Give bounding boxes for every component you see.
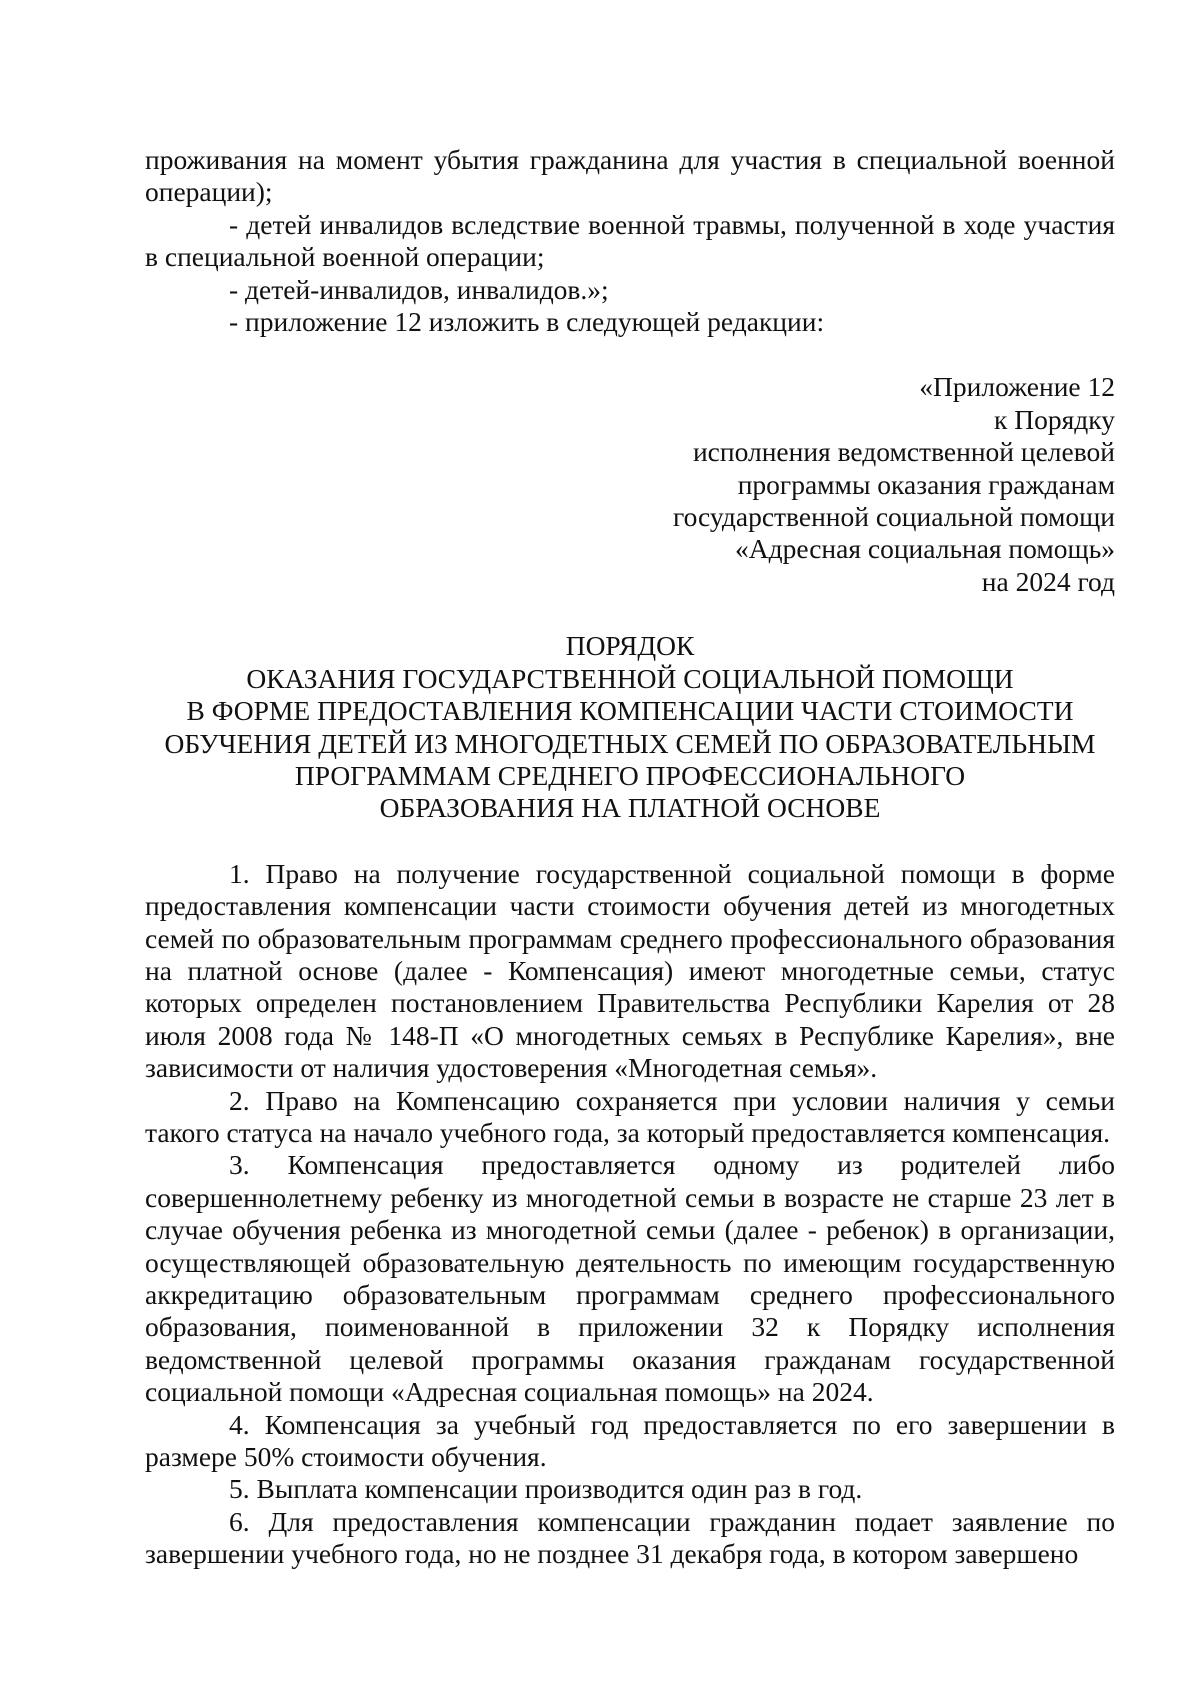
appendix-line: программы оказания гражданам bbox=[737, 468, 1115, 500]
clause-5: 5. Выплата компенсации производится один раз в год. bbox=[229, 1473, 863, 1505]
clause-6: 6. Для предоставления компенсации гражданин подает заявление по завершении учебного года, но не позднее 31 декабря года, в котором завершено bbox=[145, 1505, 1115, 1570]
intro-list-item-military-injury: - детей инвалидов вследствие военной травмы, полученной в ходе участия в специальной военной операции; bbox=[145, 208, 1115, 273]
title-line: ПОРЯДОК bbox=[565, 630, 695, 662]
clause-3: 3. Компенсация предоставляется одному из родителей либо совершеннолетнему ребенку из многодетной семьи в возрасте не старше 23 лет в случае обучения ребенка из многодетной семьи (далее - ребенок) в организации, осуществляющей образовательную деятельность по имеющим государственную аккредитацию образовательным программам среднего профессионального образования, поименованной в приложении 32 к Порядку исполнения ведомственной целевой программы оказания гражданам государственной социальной помощи «Адресная социальная помощь» на 2024. bbox=[145, 1149, 1115, 1408]
clause-1: 1. Право на получение государственной социальной помощи в форме предоставления компенсации части стоимости обучения детей из многодетных семей по образовательным программам среднего профессионального образования на платной основе (далее - Компенсация) имеют многодетные семьи, статус которых определен постановлением Правительства Республики Карелия от 28 июля 2008 года № 148-П «О многодетных семьях в Республике Карелия», вне зависимости от наличия удостоверения «Многодетная семья». bbox=[145, 857, 1115, 1084]
clause-4: 4. Компенсация за учебный год предоставляется по его завершении в размере 50% стоимости обучения. bbox=[145, 1408, 1115, 1473]
title-line: ОБУЧЕНИЯ ДЕТЕЙ ИЗ МНОГОДЕТНЫХ СЕМЕЙ ПО ОБРАЗОВАТЕЛЬНЫМ bbox=[164, 727, 1096, 759]
title-line: ПРОГРАММАМ СРЕДНЕГО ПРОФЕССИОНАЛЬНОГО bbox=[294, 759, 966, 791]
intro-paragraph-continuation: проживания на момент убытия гражданина для участия в специальной военной операции); bbox=[145, 144, 1115, 208]
title-line: ОБРАЗОВАНИЯ НА ПЛАТНОЙ ОСНОВЕ bbox=[379, 792, 881, 824]
title-line: ОКАЗАНИЯ ГОСУДАРСТВЕННОЙ СОЦИАЛЬНОЙ ПОМОЩИ bbox=[246, 662, 1014, 694]
appendix-line: государственной социальной помощи bbox=[672, 501, 1115, 533]
appendix-line: «Приложение 12 bbox=[919, 371, 1115, 403]
appendix-line: к Порядку bbox=[994, 403, 1115, 435]
appendix-header bbox=[145, 371, 1115, 598]
appendix-line: исполнения ведомственной целевой bbox=[692, 436, 1115, 468]
clause-2: 2. Право на Компенсацию сохраняется при условии наличия у семьи такого статуса на начало учебного года, за который предоставляется компенсация. bbox=[145, 1084, 1115, 1148]
intro-list-item-disabled: - детей-инвалидов, инвалидов.»; bbox=[229, 273, 609, 305]
appendix-line: на 2024 год bbox=[981, 565, 1115, 597]
document-page bbox=[145, 144, 1115, 1571]
title-line: В ФОРМЕ ПРЕДОСТАВЛЕНИЯ КОМПЕНСАЦИИ ЧАСТИ СТОИМОСТИ bbox=[186, 695, 1074, 727]
appendix-line: «Адресная социальная помощь» bbox=[734, 533, 1115, 565]
document-title bbox=[145, 630, 1115, 824]
intro-amendment-line: - приложение 12 изложить в следующей редакции: bbox=[229, 306, 825, 338]
